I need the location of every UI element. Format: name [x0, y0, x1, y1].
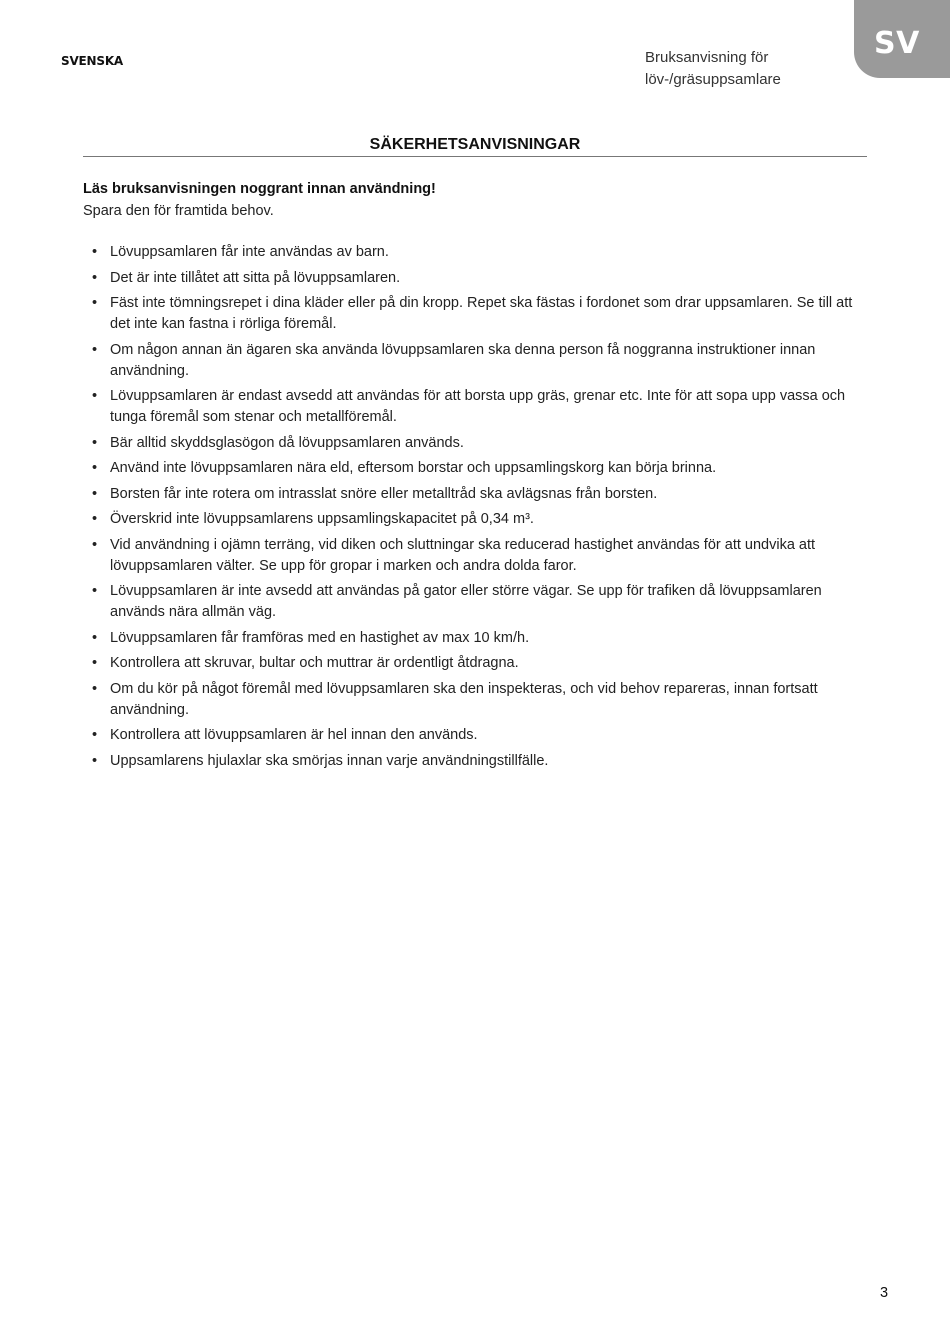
safety-rule: • Lövuppsamlaren får inte användas av barn.	[92, 242, 872, 263]
safety-rule: • Vid användning i ojämn terräng, vid diken och sluttningar ska reducerad hastighet användas för att undvika att lövuppsamlaren välter. Se upp för gropar i marken och andra dolda faror.	[92, 535, 872, 577]
section-divider	[83, 156, 867, 157]
safety-rules-list	[92, 242, 872, 776]
section-title: SÄKERHETSANVISNINGAR	[369, 136, 581, 153]
page-number: 3	[880, 1285, 889, 1301]
safety-rule: • Överskrid inte lövuppsamlarens uppsamlingskapacitet på 0,34 m³.	[92, 509, 872, 530]
document-title-line-1: Bruksanvisning för	[645, 49, 769, 66]
language-tab	[854, 0, 950, 78]
safety-rule: • Fäst inte tömningsrepet i dina kläder eller på din kropp. Repet ska fästas i fordonet som drar uppsamlaren. Se till att det inte kan fastna i rörliga föremål.	[92, 293, 872, 335]
safety-rule: • Det är inte tillåtet att sitta på lövuppsamlaren.	[92, 268, 872, 289]
intro-warning: Läs bruksanvisningen noggrant innan användning!	[83, 181, 436, 197]
safety-rule: • Bär alltid skyddsglasögon då lövuppsamlaren används.	[92, 433, 872, 454]
safety-rule: • Lövuppsamlaren är inte avsedd att användas på gator eller större vägar. Se upp för trafiken då lövuppsamlaren används nära allmän väg.	[92, 581, 872, 623]
language-label: SVENSKA	[61, 54, 123, 68]
safety-rule: • Om du kör på något föremål med lövuppsamlaren ska den inspekteras, och vid behov repareras, innan fortsatt användning.	[92, 679, 872, 721]
safety-rule: • Uppsamlarens hjulaxlar ska smörjas innan varje användningstillfälle.	[92, 751, 872, 772]
intro-note: Spara den för framtida behov.	[83, 203, 274, 219]
safety-rule: • Om någon annan än ägaren ska använda lövuppsamlaren ska denna person få noggranna instruktioner innan användning.	[92, 340, 872, 382]
language-tab-label: SV	[874, 26, 920, 61]
safety-rule: • Borsten får inte rotera om intrasslat snöre eller metalltråd ska avlägsnas från borsten.	[92, 484, 872, 505]
safety-rule: • Lövuppsamlaren får framföras med en hastighet av max 10 km/h.	[92, 628, 872, 649]
document-title-line-2: löv-/gräsuppsamlare	[645, 71, 781, 88]
safety-rule: • Lövuppsamlaren är endast avsedd att användas för att borsta upp gräs, grenar etc. Inte för att sopa upp vassa och tunga föremål som stenar och metallföremål.	[92, 386, 872, 428]
safety-rule: • Använd inte lövuppsamlaren nära eld, eftersom borstar och uppsamlingskorg kan börja brinna.	[92, 458, 872, 479]
safety-rule: • Kontrollera att lövuppsamlaren är hel innan den används.	[92, 725, 872, 746]
safety-rule: • Kontrollera att skruvar, bultar och muttrar är ordentligt åtdragna.	[92, 653, 872, 674]
document-title	[645, 47, 781, 91]
